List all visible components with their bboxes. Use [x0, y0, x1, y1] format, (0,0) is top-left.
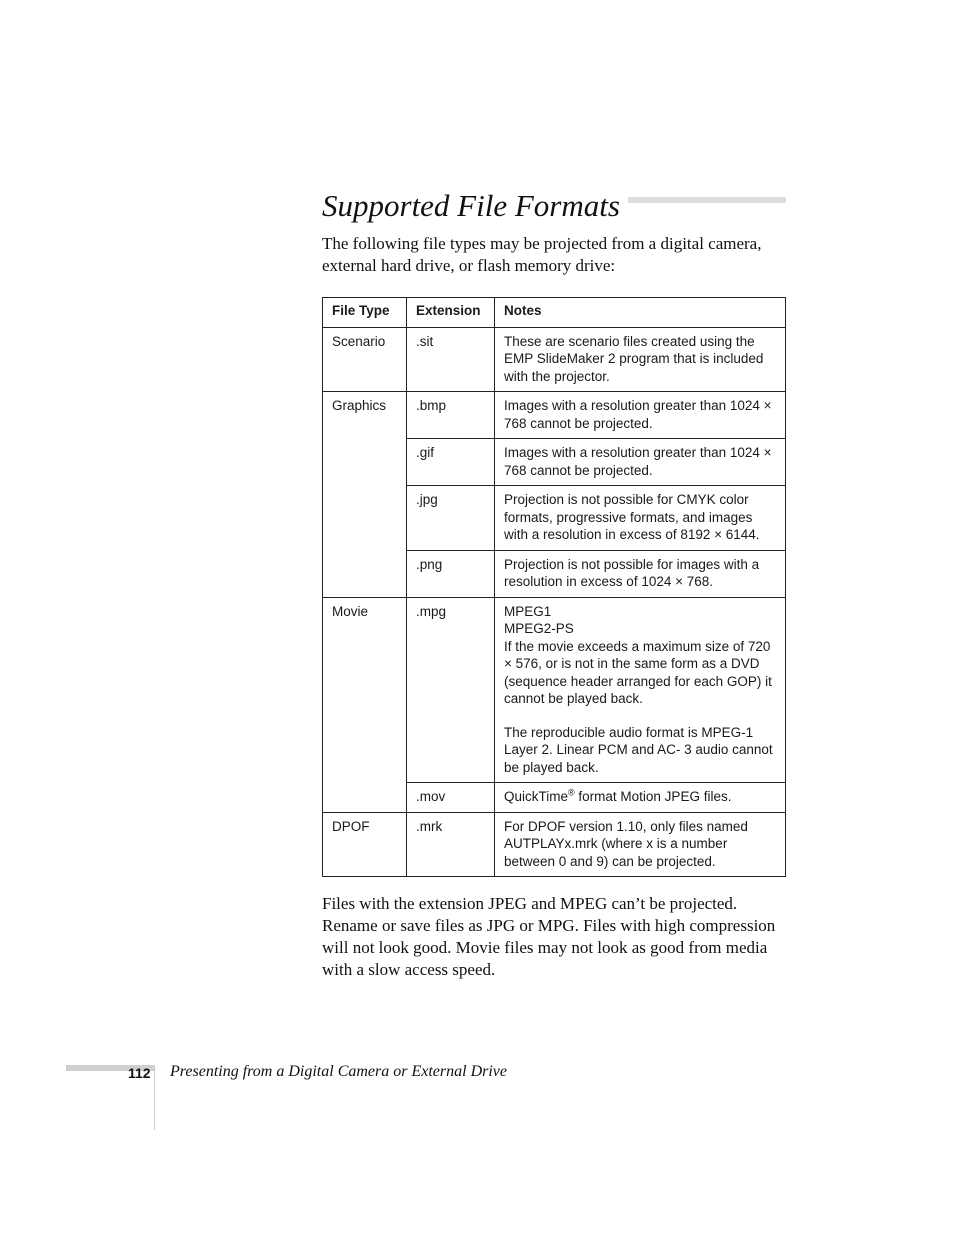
- type-cell-graphics: Graphics: [323, 392, 407, 598]
- note-spacer: [504, 708, 776, 724]
- table-row: [323, 327, 786, 392]
- note-cell-jpg: Projection is not possible for CMYK color formats, progressive formats, and images with a resolution in excess of 8192 × 6144.: [495, 486, 786, 551]
- page-title: Supported File Formats: [322, 185, 628, 227]
- note-cell-mpg: [495, 597, 786, 783]
- ext-cell-gif: .gif: [407, 439, 495, 486]
- table-row: [323, 392, 786, 439]
- table-row: [323, 812, 786, 877]
- note-cell-sit: These are scenario files created using the EMP SlideMaker 2 program that is included with the projector.: [495, 327, 786, 392]
- note-mpeg1: MPEG1: [504, 603, 552, 619]
- header-extension: Extension: [407, 298, 495, 328]
- running-head: Presenting from a Digital Camera or External Drive: [170, 1063, 507, 1080]
- note-quicktime: QuickTime: [504, 789, 569, 804]
- table-header-row: [323, 298, 786, 328]
- intro-paragraph: The following file types may be projected from a digital camera, external hard drive, or flash memory drive:: [322, 234, 762, 275]
- ext-cell-sit: .sit: [407, 327, 495, 392]
- note-mpeg2: MPEG2-PS: [504, 621, 574, 636]
- ext-cell-mpg: .mpg: [407, 597, 495, 783]
- ext-cell-jpg: .jpg: [407, 486, 495, 551]
- type-cell-dpof: DPOF: [323, 812, 407, 877]
- header-file-type: File Type: [323, 298, 407, 328]
- ext-cell-mrk: .mrk: [407, 812, 495, 877]
- note-size-limit: If the movie exceeds a maximum size of 720 × 576, or is not in the same form as a DVD (sequence header arranged for each GOP) it cannot be played back.: [504, 638, 772, 706]
- ext-cell-mov: .mov: [407, 783, 495, 813]
- header-notes: Notes: [495, 298, 786, 328]
- page-number: 112: [128, 1065, 151, 1081]
- note-cell-gif: Images with a resolution greater than 1024 × 768 cannot be projected.: [495, 439, 786, 486]
- registered-mark: ®: [568, 787, 575, 798]
- type-cell-scenario: Scenario: [323, 327, 407, 392]
- note-cell-mov: [495, 783, 786, 813]
- note-cell-bmp: Images with a resolution greater than 1024 × 768 cannot be projected.: [495, 392, 786, 439]
- ext-cell-png: .png: [407, 550, 495, 597]
- note-cell-png: Projection is not possible for images with a resolution in excess of 1024 × 768.: [495, 550, 786, 597]
- note-quicktime-suffix: format Motion JPEG files.: [574, 789, 732, 804]
- note-audio-format: The reproducible audio format is MPEG-1 Layer 2. Linear PCM and AC- 3 audio cannot be played back.: [504, 724, 773, 775]
- file-formats-table: [322, 297, 786, 877]
- ext-cell-bmp: .bmp: [407, 392, 495, 439]
- outro-paragraph: Files with the extension JPEG and MPEG can’t be projected. Rename or save files as JPG or MPG. Files with high compression will not look good. Movie files may not look as good from media with a slow access speed.: [322, 894, 776, 979]
- table-row: [323, 597, 786, 783]
- note-cell-mrk: For DPOF version 1.10, only files named AUTPLAYx.mrk (where x is a number between 0 and 9) can be projected.: [495, 812, 786, 877]
- type-cell-movie: Movie: [323, 597, 407, 812]
- footer-vertical-rule: [154, 1065, 155, 1130]
